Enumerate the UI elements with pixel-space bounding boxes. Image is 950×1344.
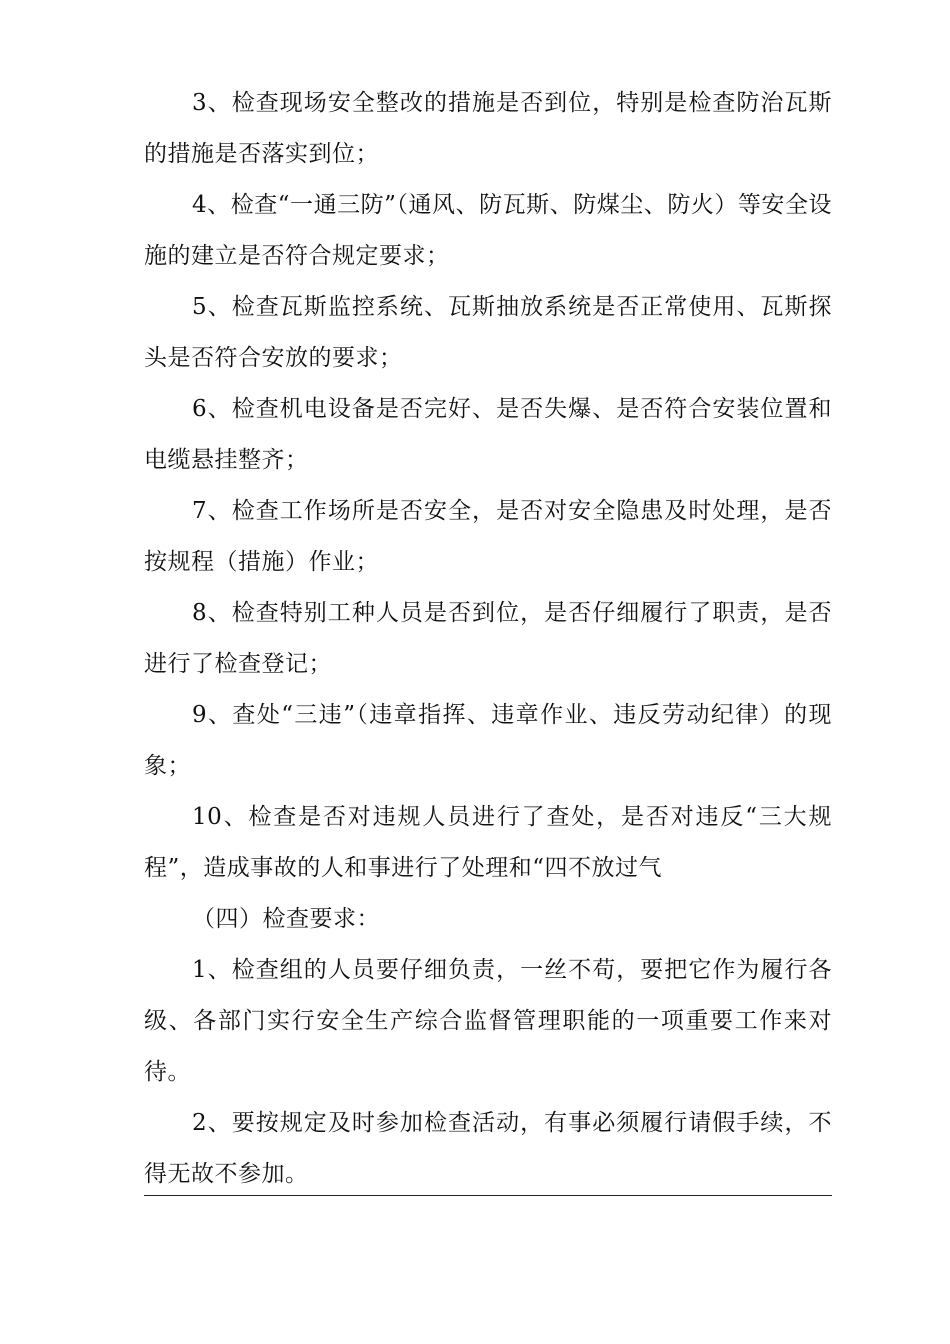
requirement-2: 2、要按规定及时参加检查活动，有事必须履行请假手续，不得无故不参加。 — [144, 1110, 832, 1187]
section-heading: （四）检查要求： — [192, 906, 380, 932]
requirement-1: 1、检查组的人员要仔细负责，一丝不苟，要把它作为履行各级、各部门实行安全生产综合监督管理职能的一项重要工作来对待。 — [144, 957, 832, 1085]
check-item-9: 9、查处“三违”（违章指挥、违章作业、违反劳动纪律）的现象； — [144, 702, 832, 779]
check-item-5: 5、检查瓦斯监控系统、瓦斯抽放系统是否正常使用、瓦斯探头是否符合安放的要求； — [144, 294, 832, 371]
check-item-3: 3、检查现场安全整改的措施是否到位，特别是检查防治瓦斯的措施是否落实到位； — [144, 90, 832, 167]
document-body — [144, 78, 832, 1200]
check-item-8: 8、检查特别工种人员是否到位，是否仔细履行了职责，是否进行了检查登记； — [144, 600, 832, 677]
check-item-7: 7、检查工作场所是否安全，是否对安全隐患及时处理，是否按规程（措施）作业； — [144, 498, 832, 575]
check-item-10: 10、检查是否对违规人员进行了查处，是否对违反“三大规程”，造成事故的人和事进行了处理和“四不放过气 — [144, 804, 832, 881]
footer-divider — [144, 1195, 832, 1196]
check-item-4: 4、检查“一通三防”（通风、防瓦斯、防煤尘、防火）等安全设施的建立是否符合规定要求； — [144, 192, 832, 269]
check-item-6: 6、检查机电设备是否完好、是否失爆、是否符合安装位置和电缆悬挂整齐； — [144, 396, 832, 473]
